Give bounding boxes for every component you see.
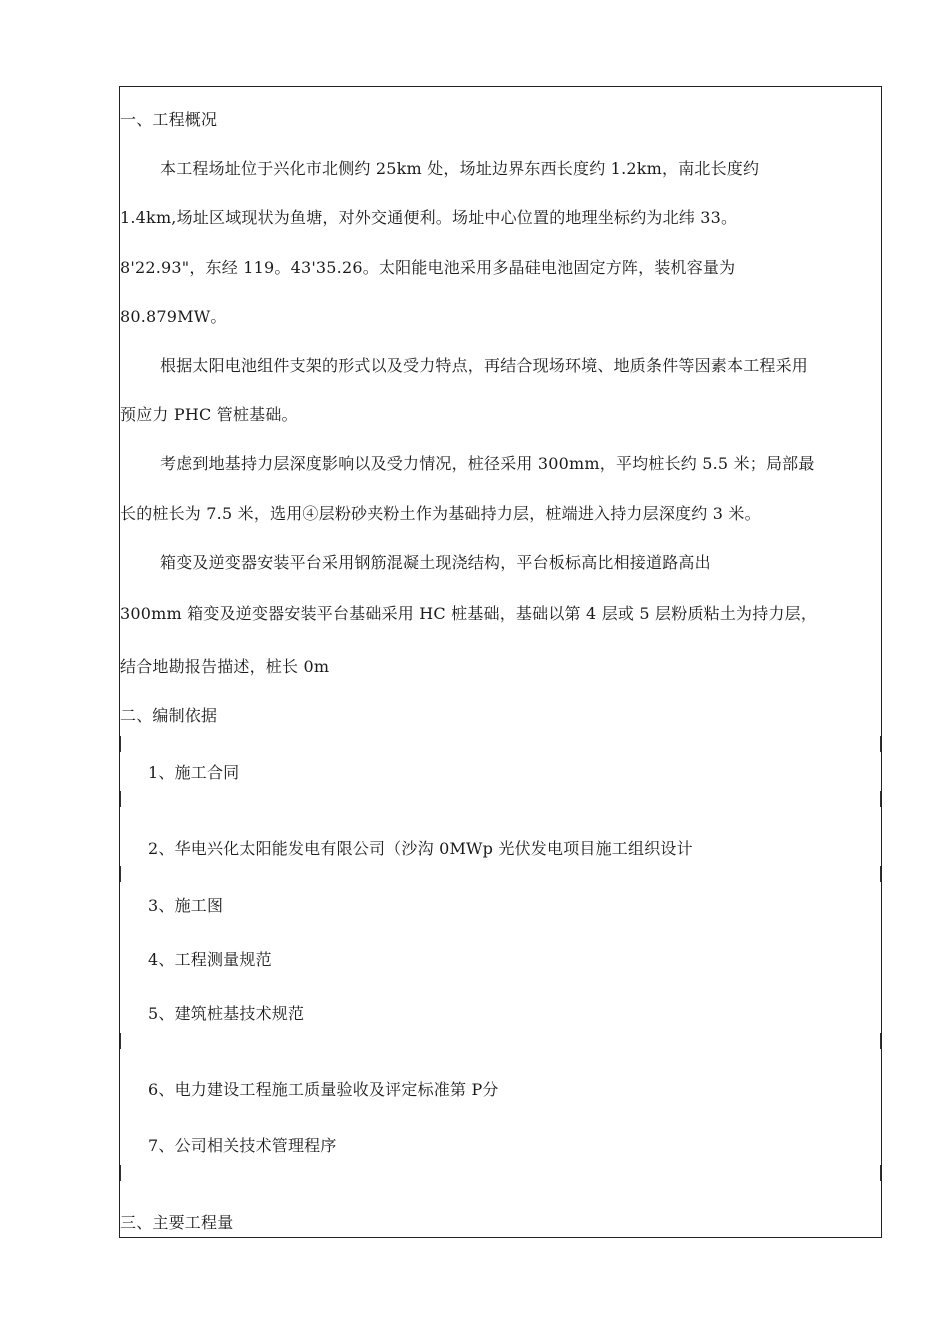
overview-line-10: 300mm 箱变及逆变器安装平台基础采用 HC 桩基础，基础以第 4 层或 5 层粉质粘土为持力层， (120, 604, 818, 623)
basis-item-4: 4、工程测量规范 (148, 950, 272, 969)
overview-line-11: 结合地勘报告描述，桩长 0m (120, 657, 330, 676)
cell-mark-right (880, 866, 881, 882)
basis-item-2: 2、华电兴化太阳能发电有限公司（沙沟 0MWp 光伏发电项目施工组织设计 (148, 839, 693, 858)
overview-line-9: 箱变及逆变器安装平台采用钢筋混凝土现浇结构，平台板标高比相接道路高出 (160, 553, 711, 572)
cell-mark-left (120, 791, 121, 807)
cell-mark-left (120, 736, 121, 752)
overview-line-1: 本工程场址位于兴化市北侧约 25km 处，场址边界东西长度约 1.2km，南北长度约 (160, 159, 760, 178)
cell-mark-left (120, 1165, 121, 1181)
overview-line-8: 长的桩长为 7.5 米，选用④层粉砂夹粉土作为基础持力层，桩端进入持力层深度约 3 米。 (120, 504, 761, 523)
overview-line-5: 根据太阳电池组件支架的形式以及受力特点，再结合现场环境、地质条件等因素本工程采用 (160, 356, 809, 375)
section-heading-basis: 二、编制依据 (120, 706, 218, 725)
cell-mark-right (880, 1033, 881, 1049)
overview-line-2: 1.4km,场址区域现状为鱼塘，对外交通便利。场址中心位置的地理坐标约为北纬 33。 (120, 208, 738, 227)
overview-line-3: 8'22.93"，东经 119。43'35.26。太阳能电池采用多晶硅电池固定方阵，装机容量为 (120, 258, 736, 277)
cell-mark-right (880, 791, 881, 807)
basis-item-1: 1、施工合同 (148, 763, 240, 782)
overview-line-4: 80.879MW。 (120, 307, 227, 326)
basis-item-3: 3、施工图 (148, 896, 224, 915)
cell-mark-right (880, 736, 881, 752)
basis-item-7: 7、公司相关技术管理程序 (148, 1136, 337, 1155)
cell-mark-left (120, 1033, 121, 1049)
section-heading-quantities: 三、主要工程量 (120, 1213, 234, 1232)
basis-item-6: 6、电力建设工程施工质量验收及评定标准第 P分 (148, 1080, 499, 1099)
section-heading-overview: 一、工程概况 (120, 110, 218, 129)
cell-mark-left (120, 866, 121, 882)
overview-line-6: 预应力 PHC 管桩基础。 (120, 405, 298, 424)
overview-line-7: 考虑到地基持力层深度影响以及受力情况，桩径采用 300mm，平均桩长约 5.5 米；局部最 (160, 454, 815, 473)
cell-mark-right (880, 1165, 881, 1181)
basis-item-5: 5、建筑桩基技术规范 (148, 1004, 305, 1023)
